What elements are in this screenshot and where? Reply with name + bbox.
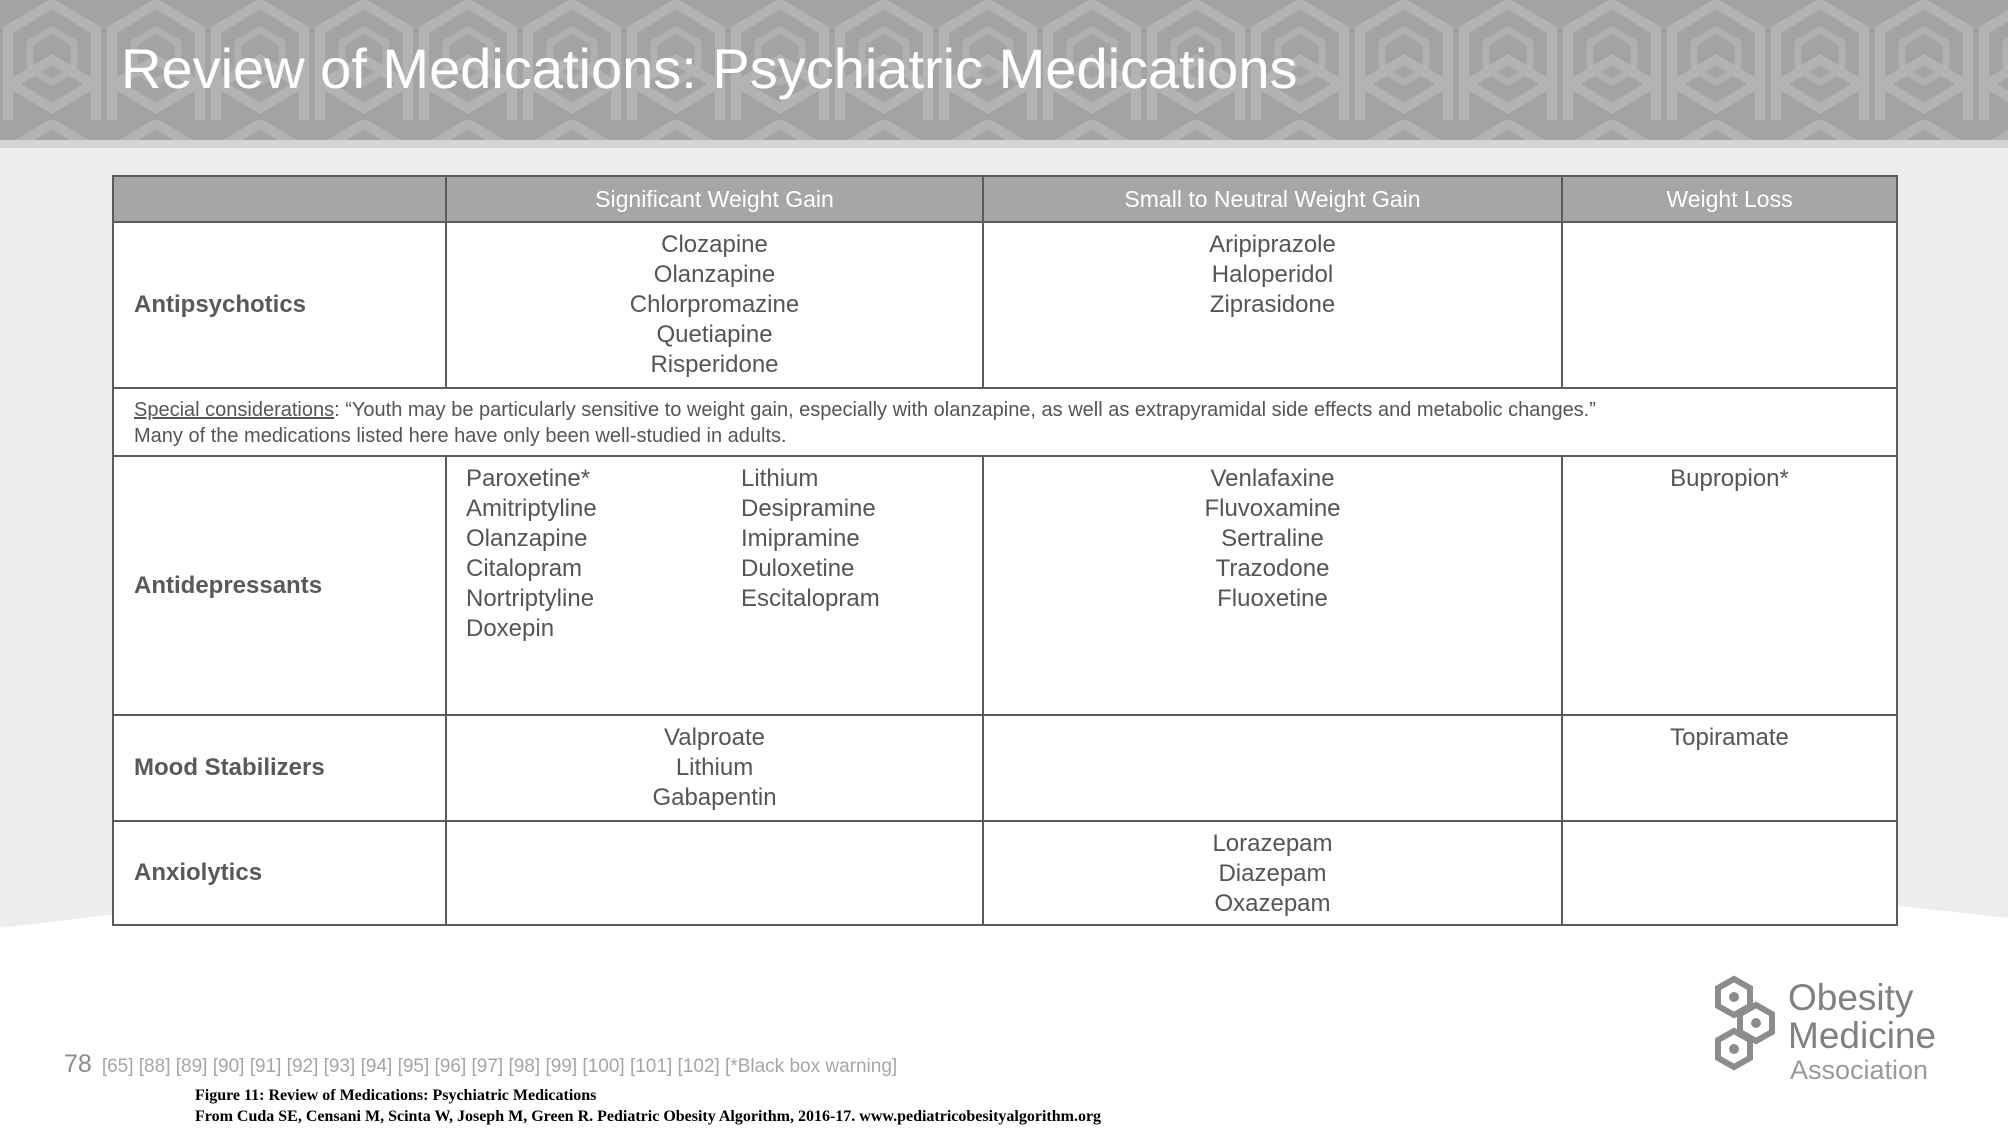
anxiolytics-neutral-cell: [983, 821, 1562, 925]
list-item: Fluvoxamine: [1204, 495, 1341, 522]
list-item: Duloxetine: [741, 555, 855, 582]
special-considerations-label: Special considerations: [134, 399, 335, 421]
antidepressants-significant-col1: [466, 464, 597, 644]
header-category: [113, 176, 446, 222]
row-label-anxiolytics: Anxiolytics: [113, 821, 446, 925]
row-label-antidepressants: Antidepressants: [113, 456, 446, 715]
row-label-mood-stabilizers: Mood Stabilizers: [113, 715, 446, 821]
header-divider: [0, 140, 2008, 148]
list-item: Desipramine: [741, 495, 876, 522]
list-item: Lithium: [675, 754, 754, 781]
table-row-antipsychotics: [113, 222, 1897, 388]
list-item: Ziprasidone: [1209, 291, 1336, 318]
antipsychotics-neutral-cell: [983, 222, 1562, 388]
list-item: Escitalopram: [741, 585, 880, 612]
antipsychotics-significant-cell: [446, 222, 983, 388]
anxiolytics-significant-cell: [446, 821, 983, 925]
list-item: Risperidone: [650, 351, 779, 378]
page-number: 78: [64, 1050, 92, 1078]
logo-text-obesity: Obesity: [1788, 977, 1914, 1018]
special-considerations-text2: Many of the medications listed here have only been well-studied in adults.: [134, 425, 787, 447]
obesity-medicine-logo: [1712, 975, 1972, 1095]
list-item: Doxepin: [466, 615, 555, 642]
antidepressants-significant-col2: [741, 464, 880, 614]
special-considerations-note: [113, 388, 1897, 456]
antidepressants-loss-cell: [1562, 456, 1897, 715]
logo-text-medicine: Medicine: [1788, 1015, 1937, 1056]
list-item: Sertraline: [1221, 525, 1324, 552]
list-item: Venlafaxine: [1210, 465, 1335, 492]
header-significant-gain: Significant Weight Gain: [446, 176, 983, 222]
reference-list: [65] [88] [89] [90] [91] [92] [93] [94] [95] [96] [97] [98] [99] [100] [101] [102] [*Black box warning]: [101, 1056, 898, 1077]
caption-line-1: Figure 11: Review of Medications: Psychiatric Medications: [195, 1087, 597, 1104]
list-item: Olanzapine: [653, 261, 776, 288]
medications-table: [112, 175, 1898, 926]
list-item: Quetiapine: [656, 321, 773, 348]
anxiolytics-loss-cell: [1562, 821, 1897, 925]
list-item: Gabapentin: [652, 784, 777, 811]
list-item: Aripiprazole: [1209, 231, 1336, 258]
list-item: Oxazepam: [1214, 890, 1331, 917]
list-item: Trazodone: [1215, 555, 1330, 582]
mood-stabilizers-loss-cell: [1562, 715, 1897, 821]
list-item: Lithium: [741, 465, 819, 492]
antidepressants-neutral-cell: [983, 456, 1562, 715]
table-header-row: [113, 176, 1897, 222]
footer-references: [64, 1050, 897, 1079]
logo-text-association: Association: [1790, 1055, 1929, 1085]
mood-stabilizers-significant-cell: [446, 715, 983, 821]
table-row-special-considerations: [113, 388, 1897, 456]
figure-caption: [195, 1085, 1101, 1127]
title-banner: [0, 0, 2008, 140]
list-item: Topiramate: [1670, 724, 1789, 751]
list-item: Imipramine: [741, 525, 860, 552]
hexagon-logo-icon: [1712, 975, 1792, 1075]
list-item: Haloperidol: [1211, 261, 1334, 288]
table-row-mood-stabilizers: [113, 715, 1897, 821]
header-neutral-gain: Small to Neutral Weight Gain: [983, 176, 1562, 222]
list-item: Citalopram: [466, 555, 583, 582]
list-item: Chlorpromazine: [629, 291, 800, 318]
antipsychotics-loss-cell: [1562, 222, 1897, 388]
caption-line-2: From Cuda SE, Censani M, Scinta W, Joseph M, Green R. Pediatric Obesity Algorithm, 2016-17. www.pediatricobesityalgorithm.org: [195, 1108, 1102, 1125]
list-item: Diazepam: [1218, 860, 1327, 887]
header-weight-loss: Weight Loss: [1562, 176, 1897, 222]
list-item: Valproate: [664, 724, 765, 751]
list-item: Clozapine: [661, 231, 768, 258]
list-item: Paroxetine*: [466, 465, 591, 492]
special-considerations-text: : “Youth may be particularly sensitive to weight gain, especially with olanzapine, as well as extrapyramidal side effects and metabolic changes.”: [334, 399, 1596, 421]
list-item: Fluoxetine: [1217, 585, 1328, 612]
row-label-antipsychotics: Antipsychotics: [113, 222, 446, 388]
mood-stabilizers-neutral-cell: [983, 715, 1562, 821]
list-item: Bupropion*: [1670, 465, 1789, 492]
slide-title: Review of Medications: Psychiatric Medications: [121, 37, 1298, 100]
list-item: Nortriptyline: [466, 585, 595, 612]
table-row-antidepressants: [113, 456, 1897, 715]
list-item: Lorazepam: [1212, 830, 1333, 857]
antidepressants-significant-cell: [446, 456, 983, 715]
table-row-anxiolytics: [113, 821, 1897, 925]
list-item: Olanzapine: [466, 525, 588, 552]
list-item: Amitriptyline: [466, 495, 597, 522]
